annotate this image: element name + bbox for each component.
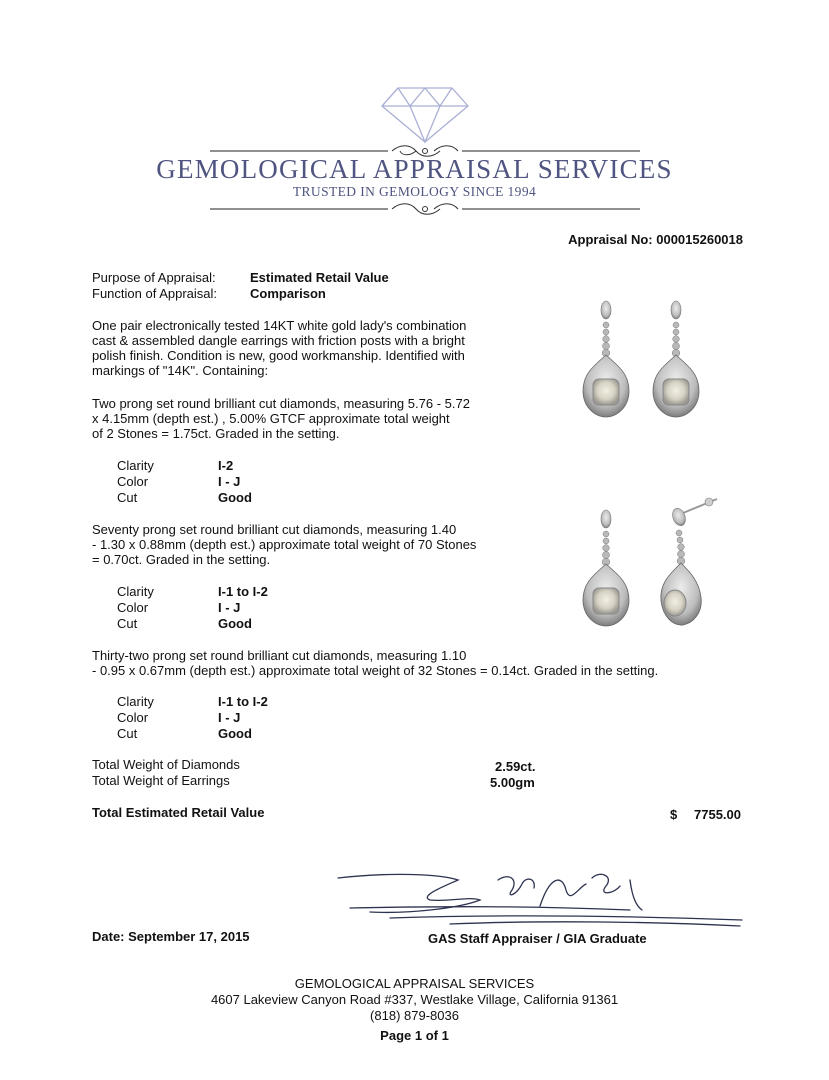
grade-value: I-1 to I-2 [218,694,268,709]
grade-value: I-1 to I-2 [218,584,268,599]
grade-label: Color [117,474,149,489]
diamond-logo-icon [380,86,470,144]
stone-line: Seventy prong set round brilliant cut diamonds, measuring 1.40 [92,522,457,537]
total-diamonds-label: Total Weight of Diamonds [92,757,240,772]
stone-group-3-description [92,648,712,678]
grade-label: Clarity [117,584,154,599]
stone-line: Two prong set round brilliant cut diamonds, measuring 5.76 - 5.72 [92,396,470,411]
stone-line: - 1.30 x 0.88mm (depth est.) approximate total weight of 70 Stones [92,537,477,552]
grade-label: Cut [117,490,138,505]
description-line: cast & assembled dangle earrings with friction posts with a bright [92,333,465,348]
function-label: Function of Appraisal: [92,286,218,301]
signature-caption: GAS Staff Appraiser / GIA Graduate [428,931,647,946]
earrings-photo-side [575,495,725,635]
grade-label: Color [117,600,149,615]
total-earrings-value: 5.00gm [490,775,535,790]
grade-value: I - J [218,600,241,615]
description-line: markings of "14K". Containing: [92,363,269,378]
grade-value: I-2 [218,458,234,473]
earrings-photo-front [575,295,715,425]
company-name: GEMOLOGICAL APPRAISAL SERVICES [156,154,673,184]
footer-company: GEMOLOGICAL APPRAISAL SERVICES [294,976,535,991]
total-earrings-label: Total Weight of Earrings [92,773,230,788]
footer-phone: (818) 879-8036 [370,1008,459,1023]
stone-line: of 2 Stones = 1.75ct. Graded in the setting. [92,426,340,441]
appraisal-number: Appraisal No: 000015260018 [568,232,743,247]
grade-label: Cut [117,616,138,631]
grade-label: Clarity [117,694,154,709]
logo-bottom-rule [210,202,640,216]
grade-value: I - J [218,474,241,489]
retail-value: 7755.00 [694,807,741,822]
grade-label: Color [117,710,149,725]
grade-label: Cut [117,726,138,741]
appraiser-signature [330,866,750,932]
stone-line: Thirty-two prong set round brilliant cut diamonds, measuring 1.10 [92,648,467,663]
stone-group-1-description [92,396,532,441]
footer-address: 4607 Lakeview Canyon Road #337, Westlake Village, California 91361 [210,992,619,1007]
grade-value: I - J [218,710,241,725]
description-line: One pair electronically tested 14KT white gold lady's combination [92,318,467,333]
purpose-value: Estimated Retail Value [250,270,389,285]
stone-line: x 4.15mm (depth est.) , 5.00% GTCF approximate total weight [92,411,450,426]
company-tagline: TRUSTED IN GEMOLOGY SINCE 1994 [292,184,537,199]
description [92,318,532,378]
grade-value: Good [218,616,252,631]
total-diamonds-value: 2.59ct. [495,759,536,774]
retail-value-label: Total Estimated Retail Value [92,805,265,820]
stone-line: = 0.70ct. Graded in the setting. [92,552,271,567]
purpose-label: Purpose of Appraisal: [92,270,216,285]
stone-group-2-description [92,522,532,567]
function-value: Comparison [250,286,326,301]
grade-value: Good [218,490,252,505]
retail-currency: $ [670,807,678,822]
description-line: polish finish. Condition is new, good workmanship. Identified with [92,348,465,363]
stone-line: - 0.95 x 0.67mm (depth est.) approximate total weight of 32 Stones = 0.14ct. Graded in the setting. [92,663,659,678]
page-number: Page 1 of 1 [380,1028,449,1043]
appraisal-date: Date: September 17, 2015 [92,929,250,944]
grade-value: Good [218,726,252,741]
grade-label: Clarity [117,458,154,473]
